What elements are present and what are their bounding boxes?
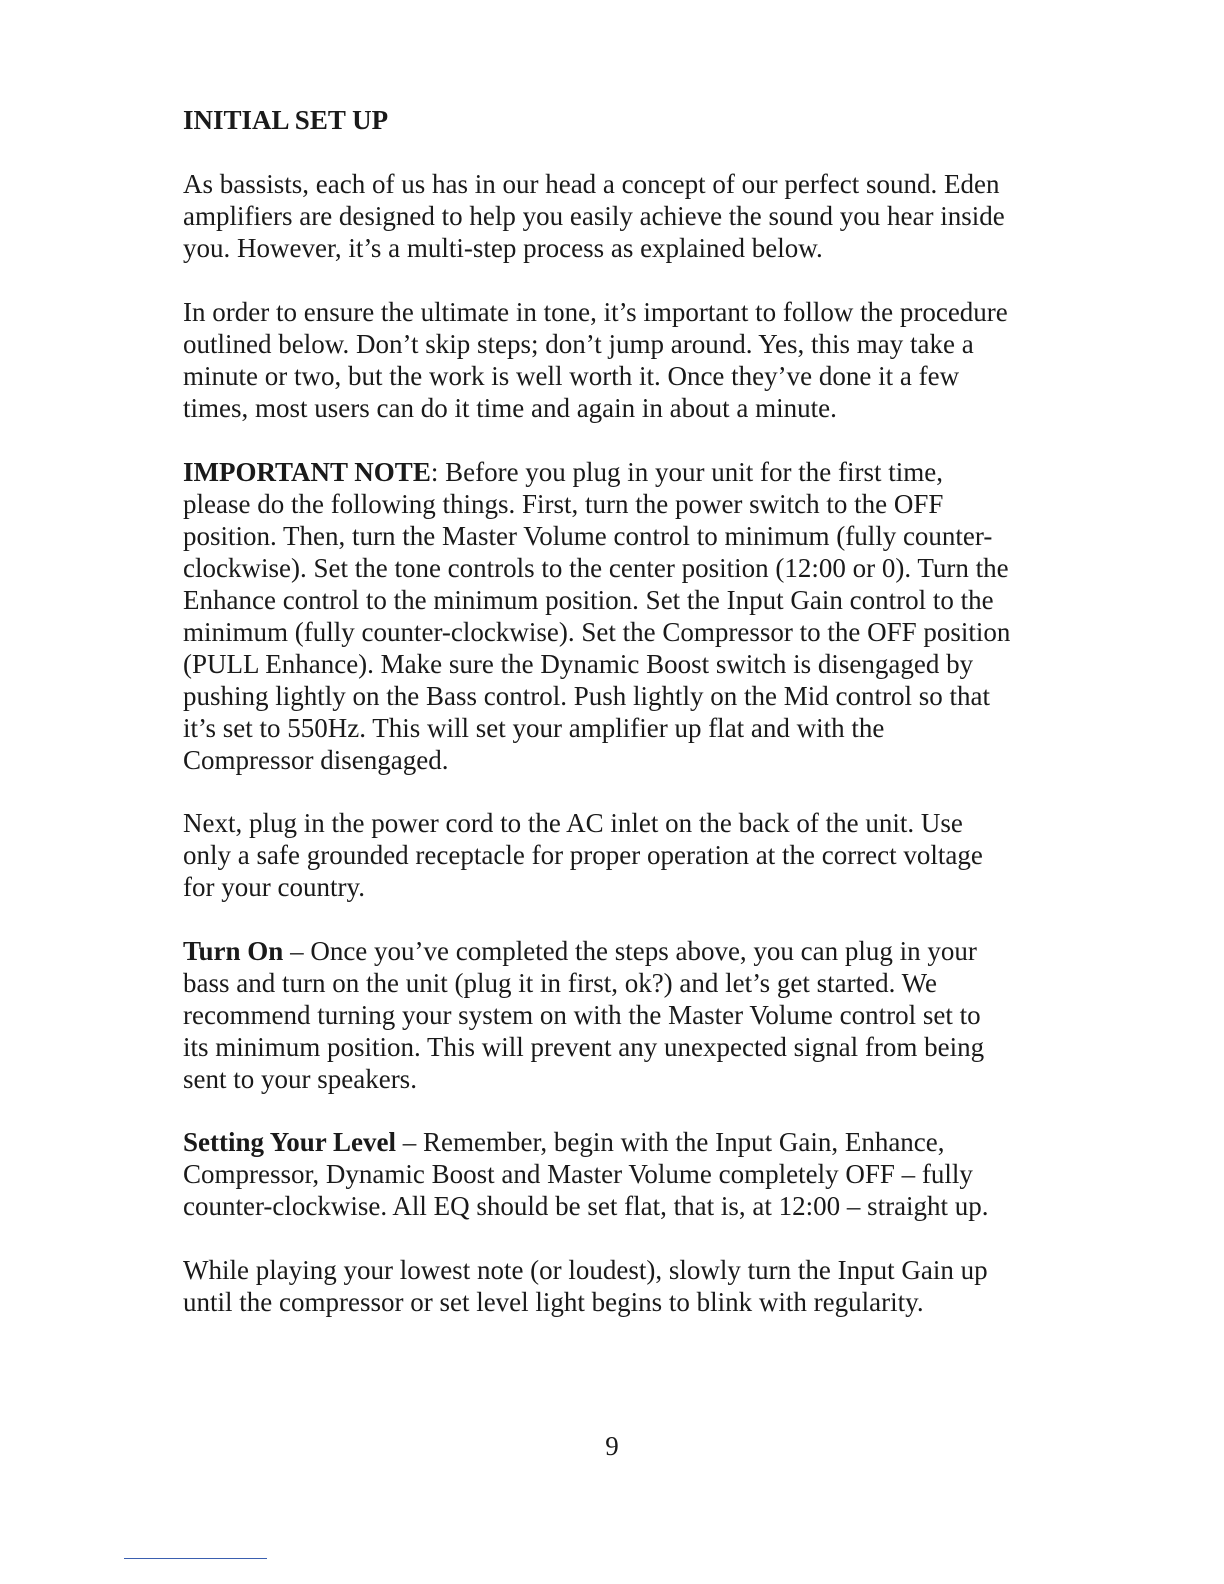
text-line: counter-clockwise. All EQ should be set flat, that is, at 12:00 – straight up. — [183, 1191, 989, 1221]
lead-separator: : — [430, 457, 446, 487]
paragraph-input-gain — [183, 1254, 1053, 1318]
paragraph-procedure — [183, 296, 1053, 424]
text-line: Next, plug in the power cord to the AC inlet on the back of the unit. Use — [183, 808, 963, 838]
text-line: you. However, it’s a multi-step process as explained below. — [183, 233, 823, 263]
text-line: Enhance control to the minimum position. Set the Input Gain control to the — [183, 585, 994, 615]
text-line: Setting Your Level – Remember, begin with the Input Gain, Enhance, — [183, 1127, 945, 1157]
text-line: minute or two, but the work is well worth it. Once they’ve done it a few — [183, 361, 960, 391]
text-line: bass and turn on the unit (plug it in first, ok?) and let’s get started. We — [183, 968, 937, 998]
text-line: sent to your speakers. — [183, 1064, 417, 1094]
footnote-divider — [124, 1558, 267, 1559]
text-line: Compressor, Dynamic Boost and Master Volume completely OFF – fully — [183, 1159, 973, 1189]
text-line: minimum (fully counter-clockwise). Set the Compressor to the OFF position — [183, 617, 1011, 647]
page-number: 9 — [605, 1431, 619, 1461]
text-line: outlined below. Don’t skip steps; don’t jump around. Yes, this may take a — [183, 329, 974, 359]
text-line: pushing lightly on the Bass control. Push lightly on the Mid control so that — [183, 681, 990, 711]
text-line: for your country. — [183, 872, 365, 902]
text-line: please do the following things. First, turn the power switch to the OFF — [183, 489, 944, 519]
text-line: times, most users can do it time and again in about a minute. — [183, 393, 837, 423]
section-heading: INITIAL SET UP — [183, 105, 389, 135]
paragraph-power-cord — [183, 807, 1053, 903]
text-line: until the compressor or set level light begins to blink with regularity. — [183, 1287, 924, 1317]
lead-separator: – — [396, 1127, 423, 1157]
text-line: amplifiers are designed to help you easily achieve the sound you hear inside — [183, 201, 1005, 231]
important-note-label: IMPORTANT NOTE — [183, 457, 431, 487]
paragraph-setting-level — [183, 1126, 1053, 1222]
text-line: In order to ensure the ultimate in tone, it’s important to follow the procedure — [183, 297, 1008, 327]
turn-on-label: Turn On — [183, 936, 284, 966]
text-line: it’s set to 550Hz. This will set your amplifier up flat and with the — [183, 713, 885, 743]
setting-your-level-label: Setting Your Level — [183, 1127, 396, 1157]
paragraph-turn-on — [183, 935, 1053, 1095]
text-line: Turn On – Once you’ve completed the steps above, you can plug in your — [183, 936, 977, 966]
text-line: recommend turning your system on with the Master Volume control set to — [183, 1000, 981, 1030]
paragraph-important-note — [183, 456, 1053, 776]
text-line: IMPORTANT NOTE: Before you plug in your unit for the first time, — [183, 457, 943, 487]
lead-separator: – — [283, 936, 311, 966]
paragraph-intro — [183, 168, 1053, 264]
text-line: only a safe grounded receptacle for proper operation at the correct voltage — [183, 840, 983, 870]
text-line: Compressor disengaged. — [183, 745, 449, 775]
text-line: As bassists, each of us has in our head a concept of our perfect sound. Eden — [183, 169, 1000, 199]
text-line: While playing your lowest note (or loudest), slowly turn the Input Gain up — [183, 1255, 988, 1285]
text-line: position. Then, turn the Master Volume control to minimum (fully counter- — [183, 521, 993, 551]
text-line: (PULL Enhance). Make sure the Dynamic Boost switch is disengaged by — [183, 649, 974, 679]
text-line: clockwise). Set the tone controls to the center position (12:00 or 0). Turn the — [183, 553, 1009, 583]
text-line: its minimum position. This will prevent any unexpected signal from being — [183, 1032, 985, 1062]
